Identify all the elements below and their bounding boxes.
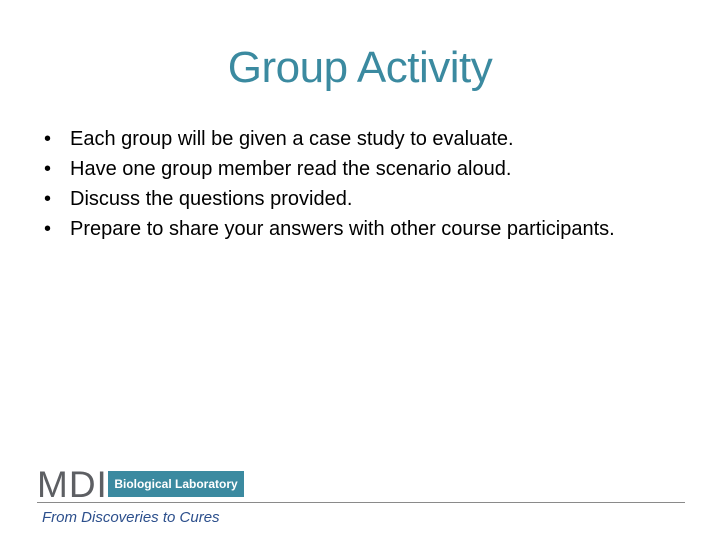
bullet-text: Prepare to share your answers with other course participants. [70,218,615,240]
bullet-icon: • [44,158,52,180]
bullet-item [40,184,700,214]
bullet-list [40,124,700,244]
bullet-item [40,124,700,154]
bullet-text: Each group will be given a case study to evaluate. [70,128,514,150]
bullet-icon: • [44,188,52,210]
logo-subtitle: Biological Laboratory [108,471,244,497]
bullet-icon: • [44,128,52,150]
bullet-text: Have one group member read the scenario aloud. [70,158,512,180]
logo-mark: MDI [37,464,108,505]
bullet-text: Discuss the questions provided. [70,188,353,210]
bullet-item [40,154,700,184]
footer-divider [37,502,685,503]
bullet-item [40,214,700,244]
footer-tagline: From Discoveries to Cures [42,509,220,526]
slide-title: Group Activity [227,43,493,92]
bullet-icon: • [44,218,52,240]
